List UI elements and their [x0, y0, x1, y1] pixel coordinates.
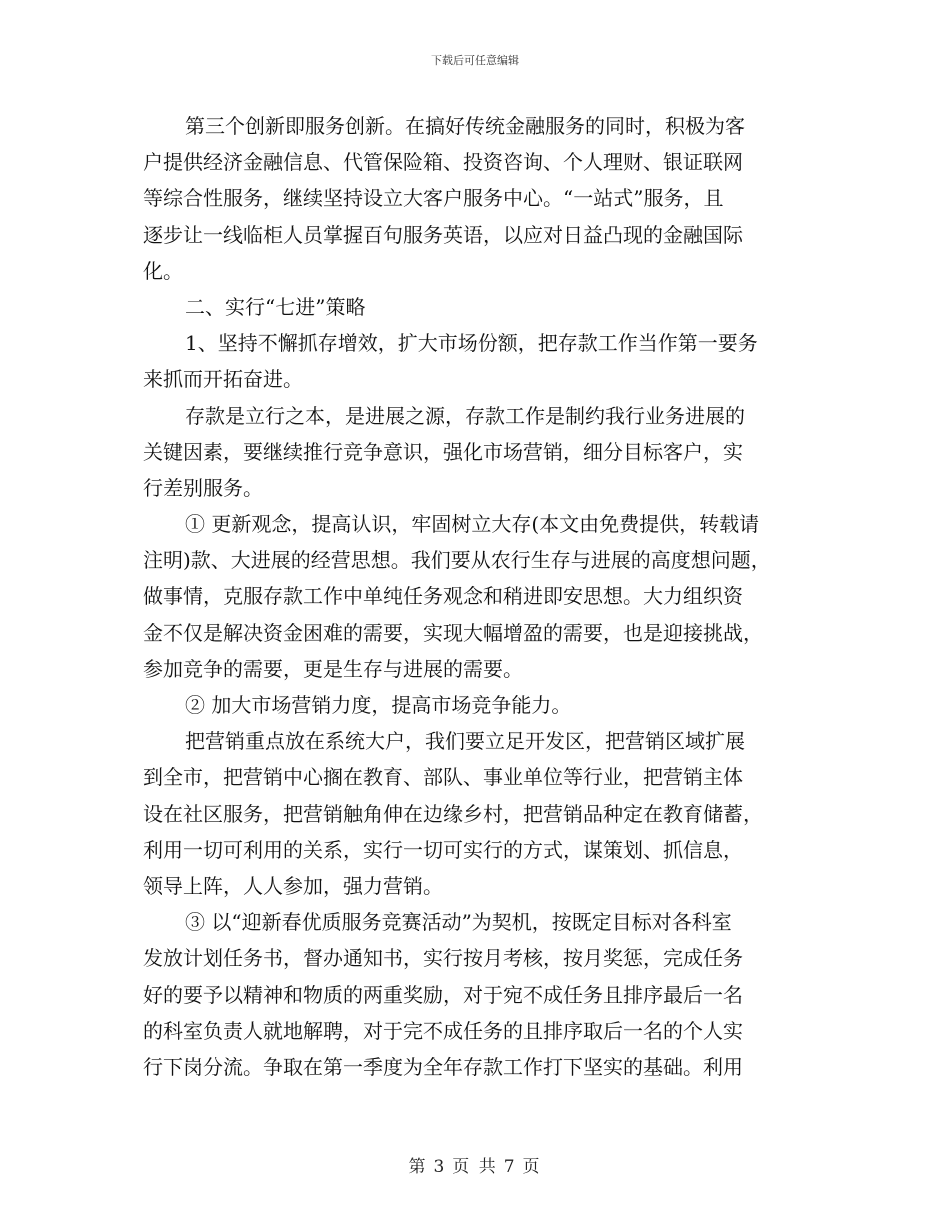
text-line: 行下岗分流。争取在第一季度为全年存款工作打下坚实的基础。利用	[143, 1054, 743, 1079]
heading-line: 二、实行“七进”策略	[185, 294, 366, 319]
text-line: 注明)款、大进展的经营思想。我们要从农行生存与进展的高度想问题，	[143, 548, 771, 573]
text-line: 参加竞争的需要，更是生存与进展的需要。	[143, 656, 523, 681]
text-line: 来抓而开拓奋进。	[143, 367, 303, 392]
text-line: 第三个创新即服务创新。在搞好传统金融服务的同时，积极为客	[185, 114, 745, 138]
paragraph-point-2	[143, 687, 807, 723]
page-total: 7	[503, 1157, 517, 1177]
text-line: 发放计划任务书，督办通知书，实行按月考核，按月奖惩，完成任务	[143, 946, 743, 971]
page-number: 3	[433, 1157, 447, 1177]
text-line: 好的要予以精神和物质的两重奖励，对于宛不成任务且排序最后一名	[143, 982, 743, 1007]
paragraph-deposit	[143, 398, 807, 507]
text-line: 设在社区服务，把营销触角伸在边缘乡村，把营销品种定在教育储蓄，	[143, 801, 763, 826]
text-line: ② 加大市场营销力度，提高市场竞争能力。	[185, 693, 572, 717]
paragraph-item-1	[143, 325, 807, 397]
text-line: 领导上阵，人人参加，强力营销。	[143, 873, 443, 898]
footer-suffix: 页	[522, 1157, 542, 1177]
footer-prefix: 第	[408, 1157, 428, 1177]
text-line: ① 更新观念，提高认识，牢固树立大存(本文由免费提供，转载请	[185, 512, 760, 537]
text-line: 关键因素，要继续推行竞争意识，强化市场营销，细分目标客户，实	[143, 439, 743, 464]
text-line: 户提供经济金融信息、代管保险箱、投资咨询、个人理财、银证联网	[143, 150, 743, 175]
text-line: 化。	[143, 258, 183, 283]
document-body	[143, 108, 807, 1085]
section-heading	[143, 289, 807, 325]
text-line: 等综合性服务，继续坚持设立大客户服务中心。“一站式”服务，且	[143, 186, 724, 211]
text-line: 把营销重点放在系统大户，我们要立足开发区，把营销区域扩展	[185, 729, 745, 754]
text-line: 1、坚持不懈抓存增效，扩大市场份额，把存款工作当作第一要务	[185, 331, 758, 356]
text-line: 到全市，把营销中心搁在教育、部队、事业单位等行业，把营销主体	[143, 765, 743, 790]
text-line: 逐步让一线临柜人员掌握百句服务英语，以应对日益凸现的金融国际	[143, 222, 743, 247]
text-line: 的科室负责人就地解聘，对于完不成任务的且排序取后一名的个人实	[143, 1018, 743, 1043]
paragraph-point-3	[143, 904, 807, 1085]
text-line: ③ 以“迎新春优质服务竞赛活动”为契机，按既定目标对各科室	[185, 910, 732, 935]
paragraph-service-innovation	[143, 108, 807, 289]
text-line: 做事情，克服存款工作中单纯任务观念和稍进即安思想。大力组织资	[143, 584, 743, 609]
page-header: 下载后可任意编辑	[431, 54, 519, 67]
paragraph-point-1	[143, 506, 807, 687]
footer-middle: 页 共	[452, 1157, 498, 1177]
page-footer	[0, 1152, 950, 1177]
text-line: 存款是立行之本，是进展之源，存款工作是制约我行业务进展的	[185, 403, 745, 428]
text-line: 利用一切可利用的关系，实行一切可实行的方式，谋策划、抓信息，	[143, 837, 743, 862]
text-line: 行差别服务。	[143, 475, 263, 500]
paragraph-marketing	[143, 723, 807, 904]
text-line: 金不仅是解决资金困难的需要，实现大幅增盈的需要，也是迎接挑战，	[143, 620, 763, 645]
